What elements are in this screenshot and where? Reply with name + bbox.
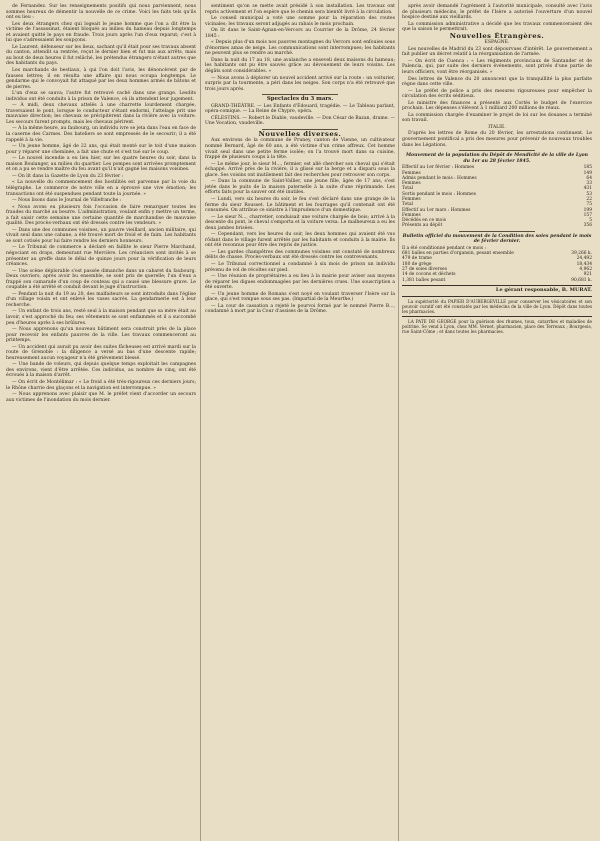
row-value: 75 xyxy=(586,202,592,208)
spectacle-listing: GRAND-THÉÂTRE. — Les Enfants d'Édouard, tragédie. — Le Tableau parlant, opéra-comique. — La Reine de Chypre, opéra. xyxy=(205,103,395,115)
row-value: 90,681 k. xyxy=(571,277,592,283)
espagne-paragraph: Des lettres de Valence du 20 annoncent que la tranquillité la plus parfaite règne dans cette ville. xyxy=(402,76,592,88)
row-label: Femmes xyxy=(402,197,421,202)
espagne-paragraph: Le ministre des finances a présenté aux Cortès le budget de l'exercice prochain. Les dépenses s'élèvent à 1 milliard 200 millions de réaux. xyxy=(402,100,592,112)
bulletin-table xyxy=(402,246,592,283)
article-paragraph: — Nous apprenons qu'un nouveau bâtiment sera construit près de la place pour recevoir les enfants pauvres de la ville. Les travaux commenceront au printemps. xyxy=(6,327,196,344)
row-label: Femmes xyxy=(402,181,421,187)
row-label: 681 balles en parties d'organsin, pesant ensemble xyxy=(402,251,514,257)
row-value: 33 xyxy=(586,181,592,187)
article-paragraph: — Le nouvel incendie a eu lieu hier, sur les quatre heures du soir, dans la maison Boulanger, au milieu du quartier. Les pompes sont arrivées promptement et on a pu se rendre maître du feu avant qu'il n'ait gagné les maisons voisines. xyxy=(6,156,196,173)
article-paragraph: — Un accident qui aurait pu avoir des suites fâcheuses est arrivé mardi sur la route de Grenoble : la diligence a versé au bas d'une descente rapide; heureusement aucun voyageur n'a été grièvement blessé. xyxy=(6,344,196,361)
row-value: 4,962 xyxy=(579,267,592,273)
espagne-paragraph: Les nouvelles de Madrid du 23 sont dépourvues d'intérêt. Le gouvernement a fait publier un décret relatif à la réorganisation de l'armée. xyxy=(402,46,592,58)
saint-agnan-intro: On lit dans le Saint-Agnan-en-Vercors au Courrier de la Drôme, 24 février 1845 : xyxy=(205,28,395,39)
column-rule xyxy=(398,0,399,841)
advertisement-aubergeville: La supériorité du PAPIER D'AUBERGEVILLE pour conserver les vésicatoires et son pouvoir curatif ont été constatés par les médecins de la ville de Lyon. Dépôt dans toutes les pharmacies. xyxy=(402,298,592,314)
row-value: 24,492 xyxy=(576,256,592,262)
row-value: 199 xyxy=(583,207,592,213)
row-label: Sortis pendant le mois : Hommes xyxy=(402,191,477,197)
row-value: 185 xyxy=(583,165,592,171)
population-table-heading: Mouvement de la population du Dépôt de Mendicité de la ville de Lyon du 1er au 28 février 1845. xyxy=(405,153,589,164)
row-label: 479 de trame xyxy=(402,256,432,262)
espagne-paragraph: — Le préfet de police a pris des mesures rigoureuses pour empêcher la circulation des écrits séditieux. xyxy=(402,88,592,100)
article-paragraph: — À la même heure, au faubourg, un individu ivre se jeta dans l'eau en face de la caserne des Carmes. Des bateliers se sont empressés de le secourir; il a été rappelé à la vie. xyxy=(6,126,196,143)
article-paragraph: — On écrit de Montélimar : « Le froid a été très-rigoureux ces derniers jours; le Rhône charrie des glaçons et la navigation est interrompue. » xyxy=(6,380,196,391)
italie-heading: ITALIE. xyxy=(488,124,506,130)
news-item: — Une réunion de propriétaires a eu lieu à la mairie pour aviser aux moyens de réparer les digues endommagées par les dernières crues. Une souscription a été ouverte. xyxy=(205,274,395,291)
article-paragraph: — Nous lisons dans le Journal de Villefranche : xyxy=(12,198,122,204)
news-item: Aux environs de la commune de Pruney, canton de Vienne, un cultivateur nommé Bernard, âgé de 60 ans, a été victime d'un crime affreux. Cet homme vivait seul dans une petite ferme isolée; on l'a trouvé mort dans sa cuisine, frappé de plusieurs coups à la tête. xyxy=(205,138,395,161)
spectacles-heading: Spectacles du 3 mars. xyxy=(266,96,334,103)
news-item: — Le sieur N..., charretier, conduisait une voiture chargée de bois; arrivé à la descente du pont, le cheval s'emporta et la voiture versa. Le malheureux a eu les deux jambes brisées. xyxy=(205,214,395,231)
row-value: 18,434 xyxy=(576,261,592,267)
row-label: Présents au dépôt xyxy=(402,223,443,229)
row-label: 14 de cocons et déchets xyxy=(402,272,456,278)
row-label: Total xyxy=(402,186,414,192)
row-value: 157 xyxy=(583,212,592,218)
espagne-heading: ESPAGNE. xyxy=(484,40,510,46)
article-paragraph: — Un jeune homme, âgé de 22 ans, qui était monté sur le toit d'une maison pour y réparer une cheminée, a fait une chute et s'est tué sur le coup. xyxy=(6,144,196,155)
news-item: — Dans la commune de Saint-Vallier, une jeune fille, âgée de 17 ans, s'est jetée dans le puits de la maison paternelle à la suite d'une réprimande. Les efforts faits pour la sauver ont été inutiles. xyxy=(205,179,395,196)
article-paragraph: — Nous apprenons avec plaisir que M. le préfet vient d'accorder un secours aux victimes de l'inondation du mois dernier. xyxy=(6,392,196,403)
gerant-signature: Le gérant responsable, B. MURAT. xyxy=(495,286,592,293)
row-value: 149 xyxy=(583,170,592,176)
row-label: Effectif au 1er mars : Hommes xyxy=(402,207,471,213)
nouvelles-etrangeres-heading: Nouvelles Étrangères. xyxy=(449,31,545,40)
advertisement-pate-george: LA PATE DE GEORGE pour la guérison des rhumes, toux, catarrhes et maladies de poitrine. Se vend à Lyon, chez MM. Vernet, pharmacien, place des Terreaux ; Bourgeois, rue Saint-Côme ; et dans toutes les pharmacies. xyxy=(402,318,592,334)
row-value: 921 xyxy=(583,272,592,278)
row-value: 356 xyxy=(583,223,592,229)
row-value: 39,266 k. xyxy=(571,251,592,257)
column-right xyxy=(402,4,592,335)
bulletin-row xyxy=(402,278,592,283)
espagne-paragraph: — On écrit de Cuenca : « Les régiments provinciaux de Santander et de Palencia, qui, par suite des derniers événements, sont privés d'une partie de leurs officiers, vont être réorganisés. » xyxy=(402,58,592,76)
spectacle-listing: CÉLESTINS. — Robert le Diable, vaudeville. — Don César de Bazan, drame. — Une Vocation, vaudeville. xyxy=(205,115,395,127)
row-value: 53 xyxy=(586,191,592,197)
article-paragraph: — Pendant la nuit du 19 au 20, des malfaiteurs se sont introduits dans l'église d'un village voisin et ont enlevé les vases sacrés. La gendarmerie est à leur recherche. xyxy=(6,291,196,308)
population-row xyxy=(402,223,592,228)
population-table xyxy=(402,165,592,229)
article-paragraph: — À midi, deux chevaux attelés à une charrette lourdement chargée, traversaient le pont, lorsque le conducteur s'étant endormi, l'attelage prit une mauvaise direction; les chevaux se précipitèrent dans la rivière avec la voiture. Les secours furent prompts, mais les chevaux périrent. xyxy=(6,103,196,125)
article-paragraph: de Fernandez. Sur les renseignements positifs qui nous parviennent, nous sommes heureux de démentir la nouvelle de ce crime. Voici les faits tels qu'ils ont eu lieu : xyxy=(6,4,196,21)
article-paragraph: « Nous avons eu plusieurs fois l'occasion de faire remarquer toutes les fraudes du marché au beurre. L'administration, voulant enfin y mettre un terme, a fait saisir cette semaine une certaine quantité de marchandise de mauvaise qualité. Des procès-verbaux ont été dressés contre les vendeurs. » xyxy=(6,204,196,227)
article-paragraph: — On lit dans la Gazette de Lyon du 23 février : xyxy=(12,173,124,179)
news-item: — Le même jour, le sieur M..., fermier, est allé chercher son cheval qui s'était échappé. Arrivé près de la rivière, il a glissé sur la berge et a disparu sous la glace. Ses voisins ont inutilement fait des recherches pour retrouver son corps. xyxy=(205,161,395,178)
article-paragraph: — Une bande de voleurs, qui depuis quelque temps exploitait les campagnes des environs, vient d'être arrêtée. Ces individus, au nombre de cinq, ont été écroués à la maison d'arrêt. xyxy=(6,362,196,379)
article-paragraph: Le conseil municipal a voté une somme pour la réparation des routes vicinales; les travaux seront adjugés au rabais le mois prochain. xyxy=(205,16,395,27)
italie-text: D'après les lettres de Rome du 20 février, les arrestations continuent. Le gouvernement pontifical a pris des mesures pour prévenir de nouveaux troubles dans les Légations. xyxy=(402,131,592,148)
article-paragraph: — Un enfant de trois ans, resté seul à la maison pendant que sa mère était au lavoir, s'est approché du feu; ses vêtements se sont enflammés et il a succombé peu d'heures après à ses brûlures. xyxy=(6,309,196,326)
article-paragraph: sentiment qu'on se mette avait présidé à son installation. Les travaux ont repris activement et l'on espère que le chemin sera bientôt livré à la circulation. xyxy=(205,4,395,15)
row-label: Admis pendant le mois : Hommes xyxy=(402,175,477,181)
bulletin-heading: Bulletin officiel du mouvement de la Condition des soies pendant le mois de février dernier. xyxy=(402,233,592,245)
row-label: Effectif au 1er février : Hommes xyxy=(402,165,475,171)
article-paragraph: — Le Tribunal de commerce a déclaré en faillite le sieur Pierre Marchand, négociant en draps, demeurant rue Mercière. Les créanciers sont invités à se présenter au greffe dans le délai de quinze jours pour la vérification de leurs créances. xyxy=(6,245,196,268)
article-paragraph: « Depuis plus d'un mois nos pauvres montagnes du Vercors sont enfouies sous d'énormes amas de neige. Les communications sont interrompues; les habitants ne peuvent plus se rendre au marché. xyxy=(205,40,395,57)
article-paragraph: après avoir demandé l'agrément à l'autorité municipale, consulté avec l'avis de plusieurs médecins, le préfet de l'Isère a autorisé l'ouverture d'un nouvel hospice destiné aux vieillards. xyxy=(402,4,592,21)
news-item: — Les gardes champêtres des communes voisines ont constaté de nombreux délits de chasse. Procès-verbaux ont été dressés contre les contrevenants. xyxy=(205,249,395,261)
row-label: Total xyxy=(402,202,414,208)
article-paragraph: Les deux étrangers chez qui logeait le jeune homme que l'on a dit être la victime de l'assassinat, étaient bloqués au milieu du hameau depuis longtemps et avaient quitté le pays en fraude. Trois jours après l'un d'eux reparut; c'est à lui que s'adressaient les soupçons. xyxy=(6,21,196,44)
article-paragraph: — Dans une des communes voisines, un pauvre vieillard, ancien militaire, qui vivait seul dans une cabane, a été trouvé mort de froid et de faim. Les habitants se sont cotisés pour lui faire rendre les derniers honneurs. xyxy=(6,227,196,244)
row-label: 27 de soies diverses xyxy=(402,267,447,273)
row-value: 431 xyxy=(583,186,592,192)
news-item: — La cour de cassation a rejeté le pourvoi formé par le nommé Pierre B..., condamné à mort par la Cour d'assises de la Drôme. xyxy=(205,303,395,315)
row-label: Il a été conditionné pendant ce mois : xyxy=(402,245,486,251)
column-middle xyxy=(205,4,395,316)
row-label: Femmes xyxy=(402,170,421,176)
article-paragraph: « La nouvelle du commencement des hostilités est parvenue par la voie du télégraphe. Le commerce de notre ville en a éprouvé une vive émotion; les transactions ont été suspendues pendant toute la journée. » xyxy=(6,180,196,197)
news-item: — Cependant, vers les heures du soir, les deux hommes qui avaient été vus rôdant dans le village furent arrêtés par les habitants et conduits à la mairie. Ils ont été reconnus pour être des repris de justice. xyxy=(205,232,395,249)
news-item: — Lundi, vers six heures du soir, le feu s'est déclaré dans une grange de la ferme du sieur Rousset. Le bâtiment et les fourrages qu'il contenait ont été consumés. On attribue ce sinistre à l'imprudence d'un domestique. xyxy=(205,196,395,214)
article-paragraph: La commission administrative a décidé que les travaux commenceraient dès que la saison le permettrait. xyxy=(402,21,592,33)
row-label: Femmes xyxy=(402,212,421,218)
article-paragraph: Dans la nuit du 17 au 18, une avalanche a enseveli deux maisons du hameau; les habitants ont pu être sauvés grâce au dévouement de leurs voisins. Les dégâts sont considérables. » xyxy=(205,57,395,75)
row-label: Décédés en ce mois xyxy=(402,218,446,224)
espagne-paragraph: La commission chargée d'examiner le projet de loi sur les douanes a terminé son travail. xyxy=(402,112,592,124)
article-paragraph: — Nous avons à déplorer un nouvel accident arrivé sur la route : un voiturier, surpris par la tourmente, a péri dans les neiges. Son corps n'a été retrouvé que trois jours après. xyxy=(205,75,395,92)
article-paragraph: L'un d'eux se sauva; l'autre fut retrouvé caché dans une grange. Lesdits individus ont été conduits à la prison de Valence, où ils attendent leur jugement. xyxy=(6,91,196,102)
news-item: — Le Tribunal correctionnel a condamné à six mois de prison un individu prévenu de vol de récoltes sur pied. xyxy=(205,261,395,273)
column-rule xyxy=(200,0,201,841)
column-left xyxy=(6,4,196,404)
row-label: 1,381 balles pesant xyxy=(402,277,446,283)
nouvelles-diverses-heading: Nouvelles diverses. xyxy=(258,129,342,138)
news-item: — Un jeune homme de Romans s'est noyé en voulant traverser l'Isère sur la glace, qui s'est rompue sous ses pas. (Impartial de la Meurthe.) xyxy=(205,291,395,303)
article-paragraph: — Une scène déplorable s'est passée dimanche dans un cabaret du faubourg. Deux ouvriers, après avoir bu ensemble, se sont pris de querelle; l'un d'eux a frappé son camarade d'un coup de couteau qui a causé une blessure grave. Le coupable a été arrêté et conduit devant le juge d'instruction. xyxy=(6,268,196,291)
row-value: 64 xyxy=(586,175,592,181)
article-paragraph: Les marchands de bestiaux, à qui l'on doit l'avis, les dénoncèrent par de fausses lettres; il en résulta une affaire qui nous occupa longtemps. Le gendarme qui le convoyait fut attaqué par les deux hommes armés de bâtons et de pierres. xyxy=(6,68,196,90)
article-paragraph: Le Laurent, défenseur sur les lieux, sachant qu'il était pour ses travaux absent du canton, attendit sa rentrée, reçut le dernier bien et fut mis aux arrêts, mais au bout de deux heures il fut relâché, les prétendus étrangers n'étant autres que des habitants du pays. xyxy=(6,44,196,67)
row-value: 5 xyxy=(589,218,592,224)
row-value: 22 xyxy=(586,197,592,202)
row-label: 180 de grège xyxy=(402,261,432,267)
